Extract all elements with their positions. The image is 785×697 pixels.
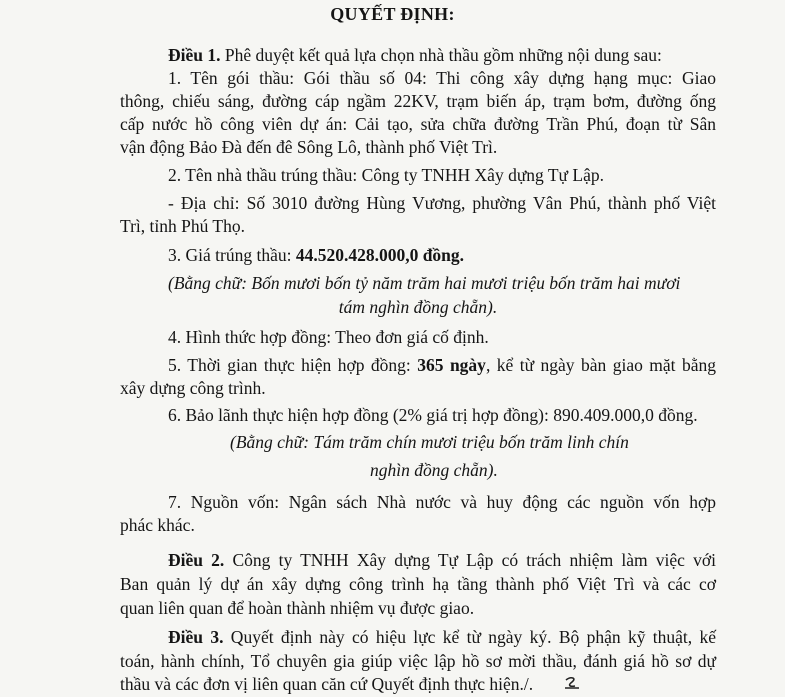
item-7-line-2: phác khác. (120, 515, 195, 535)
item-1-line-1: 1. Tên gói thầu: Gói thầu số 04: Thi công xây dựng hạng mục: Giao (168, 68, 716, 88)
item-6-words-line-1 (230, 431, 629, 453)
address-line-2: Trì, tỉnh Phú Thọ. (120, 216, 245, 236)
item-2: 2. Tên nhà thầu trúng thầu: Công ty TNHH Xây dựng Tự Lập. (168, 165, 604, 185)
item-1-line-4: vận động Bảo Đà đến đê Sông Lô, thành phố Việt Trì. (120, 137, 498, 157)
item-6-words-text-1: (Bằng chữ: Tám trăm chín mươi triệu bốn trăm linh chín (230, 432, 629, 452)
item-1-line-2: thông, chiếu sáng, đường cáp ngầm 22KV, trạm biến áp, trạm bơm, đường ống (120, 91, 716, 111)
article-1-label: Điều 1. (168, 45, 221, 65)
page-title: QUYẾT ĐỊNH: (330, 4, 455, 24)
article-2-line-3: quan liên quan để hoàn thành nhiệm vụ được giao. (120, 598, 475, 618)
item-4: 4. Hình thức hợp đồng: Theo đơn giá cố định. (168, 327, 489, 347)
article-3-line-2: toán, hành chính, Tổ chuyên gia giúp việc lập hồ sơ mời thầu, đánh giá hồ sơ dự (120, 651, 716, 671)
article-3-label: Điều 3. (168, 627, 224, 647)
item-6-words-line-2 (370, 459, 498, 481)
article-2-line-2: Ban quản lý dự án xây dựng công trình hạ tầng thành phố Việt Trì và các cơ (120, 574, 716, 594)
item-5-value: 365 ngày (417, 355, 486, 375)
article-3-line-1 (168, 626, 716, 648)
item-3-words-line-2 (120, 296, 716, 318)
article-3-line-3: thầu và các đơn vị liên quan căn cứ Quyết định thực hiện./. (120, 674, 534, 694)
article-1-heading (168, 44, 662, 66)
item-3-value: 44.520.428.000,0 đồng. (295, 245, 465, 265)
item-3 (168, 244, 464, 266)
article-3-text-1: Quyết định này có hiệu lực kể từ ngày ký. Bộ phận kỹ thuật, kế (223, 627, 716, 647)
item-3-words-text-2: tám nghìn đồng chẵn). (338, 297, 498, 317)
item-6-words-text-2: nghìn đồng chẵn). (370, 460, 498, 480)
item-5-suffix: , kể từ ngày bàn giao mặt bằng (485, 355, 716, 375)
item-5-line-2: xây dựng công trình. (120, 378, 266, 398)
article-2-line-1 (168, 549, 716, 571)
item-3-words-line-1 (168, 272, 680, 294)
article-2-label: Điều 2. (168, 550, 225, 570)
item-3-words-text-1: (Bằng chữ: Bốn mươi bốn tỷ năm trăm hai mươi triệu bốn trăm hai mươi (168, 273, 681, 293)
initials-mark-icon (563, 676, 583, 690)
item-6: 6. Bảo lãnh thực hiện hợp đồng (2% giá trị hợp đồng): 890.409.000,0 đồng. (168, 405, 698, 425)
item-5-line-1 (168, 354, 716, 376)
article-2-text-1: Công ty TNHH Xây dựng Tự Lập có trách nhiệm làm việc với (224, 550, 717, 570)
item-1-line-3: cấp nước hồ công viên dự án: Cải tạo, sửa chữa đường Trần Phú, đoạn từ Sân (120, 114, 716, 134)
address-line-1: - Địa chỉ: Số 3010 đường Hùng Vương, phường Vân Phú, thành phố Việt (168, 193, 716, 213)
article-1-text: Phê duyệt kết quả lựa chọn nhà thầu gồm những nội dung sau: (220, 45, 662, 65)
item-5-prefix: 5. Thời gian thực hiện hợp đồng: (168, 355, 418, 375)
item-3-prefix: 3. Giá trúng thầu: (168, 245, 296, 265)
item-7-line-1: 7. Nguồn vốn: Ngân sách Nhà nước và huy động các nguồn vốn hợp (168, 492, 716, 512)
